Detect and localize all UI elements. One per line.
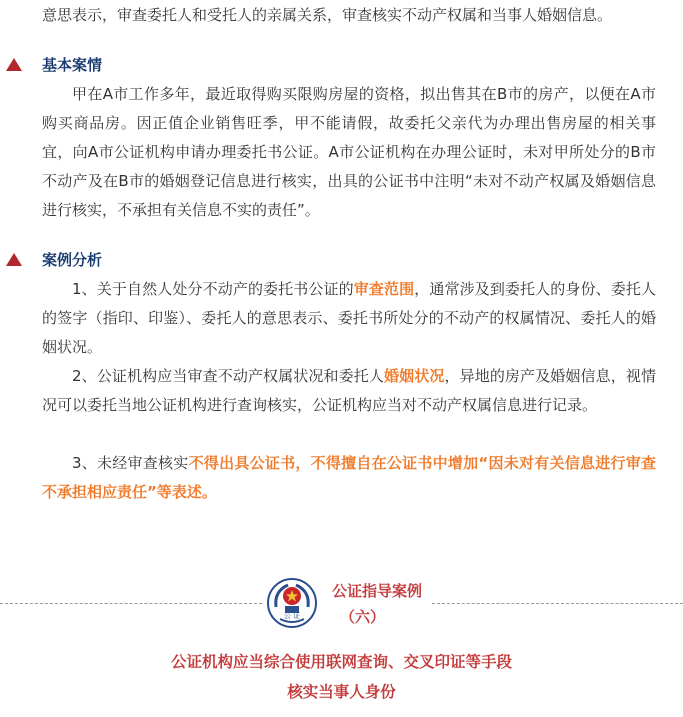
red-triangle-icon	[6, 58, 22, 71]
case-title-line-2: 核实当事人身份	[287, 683, 396, 701]
analysis-point-2-text: 2、公证机构应当审查不动产权属状况和委托人	[72, 367, 384, 385]
section-title-analysis: 案例分析	[42, 250, 103, 269]
analysis-point-1-rest: ，通常涉及到委托人的身份、委托人的签字（指印、印鉴）、委托人的意思表示、委托书所处分的不动产的权属情况、委托人的婚姻状况。	[42, 280, 656, 356]
analysis-point-1	[42, 275, 656, 362]
intro-tail-text: 意思表示，审查委托人和受托人的亲属关系，审查核实不动产权属和当事人婚姻信息。	[42, 6, 613, 24]
guide-case-label: 公证指导案例	[332, 582, 423, 600]
analysis-point-2	[42, 362, 656, 420]
notary-emblem-icon	[266, 577, 318, 629]
red-triangle-icon	[6, 253, 22, 266]
analysis-point-3-text: 3、未经审查核实	[72, 454, 189, 472]
section-title-basic: 基本案情	[42, 55, 103, 74]
section-header-basic	[6, 52, 102, 76]
analysis-point-1-highlight: 审查范围	[353, 280, 415, 298]
guide-case-header	[0, 577, 683, 632]
analysis-point-1-text: 1、关于自然人处分不动产的委托书公证的	[72, 280, 354, 298]
dotted-divider-left	[0, 603, 262, 604]
analysis-point-2-highlight: 婚姻状况	[384, 367, 445, 385]
analysis-point-3	[42, 449, 656, 507]
emblem-text: 公 证	[283, 612, 301, 620]
basic-case-body: 甲在A市工作多年，最近取得购买限购房屋的资格，拟出售其在B市的房产，以便在A市购买商品房。因正值企业销售旺季，甲不能请假，故委托父亲代为办理出售房屋的相关事宜，向A市公证机构申请办理委托书公证。A市公证机构在办理公证时，未对甲所处分的B市不动产及在B市的婚姻登记信息进行核实，出具的公证书中注明“未对不动产权属及婚姻信息进行核实，不承担有关信息不实的责任”。	[42, 85, 656, 219]
analysis-point-3-highlight: 不得出具公证书，不得擅自在公证书中增加“因未对有关信息进行审查不承担相应责任”等表述。	[42, 454, 656, 501]
dotted-divider-right	[432, 603, 683, 604]
section-header-analysis	[6, 247, 102, 271]
analysis-point-2-rest: ，异地的房产及婚姻信息，视情况可以委托当地公证机构进行查询核实，公证机构应当对不动产权属信息进行记录。	[42, 367, 656, 414]
case-title-line-1: 公证机构应当综合使用联网查询、交叉印证等手段	[170, 653, 512, 671]
guide-case-number: （六）	[340, 608, 386, 626]
